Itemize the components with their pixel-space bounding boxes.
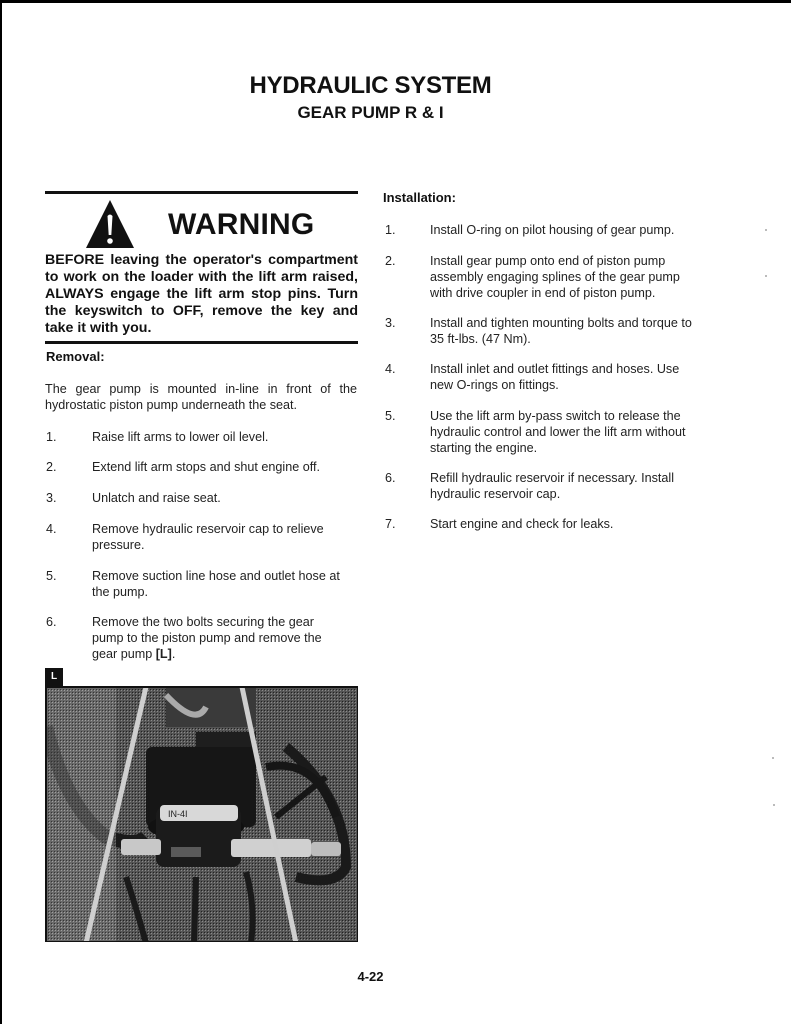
step-number: 4. — [385, 362, 396, 376]
removal-intro: The gear pump is mounted in-line in front of the hydrostatic piston pump underneath the seat. — [45, 382, 357, 412]
step-text-suffix: . — [171, 647, 176, 661]
gear-pump-photo — [45, 686, 358, 942]
warning-header — [45, 194, 358, 252]
step-text: Extend lift arm stops and shut engine off. — [92, 460, 320, 474]
warning-triangle-icon — [85, 199, 135, 249]
warning-rule-bottom — [45, 341, 358, 344]
scan-speck — [765, 229, 767, 231]
page-title: HYDRAULIC SYSTEM — [249, 72, 492, 99]
step-text: Remove hydraulic reservoir cap to relieve pressure. — [92, 522, 324, 552]
warning-text: BEFORE leaving the operator's compartment to work on the loader with the lift arm raised, ALWAYS engage the lift arm stop pins. Turn the keyswitch to OFF, remove the key and take it with you. — [45, 252, 358, 336]
page-border-top — [0, 0, 791, 3]
scan-speck — [765, 275, 767, 277]
step-number: 5. — [385, 409, 396, 423]
step-number: 3. — [46, 491, 57, 505]
step-number: 3. — [385, 316, 396, 330]
step-text: Install gear pump onto end of piston pump assembly engaging splines of the gear pump with drive coupler in end of piston pump. — [430, 254, 680, 300]
step-text: Unlatch and raise seat. — [92, 491, 221, 505]
step-text: Start engine and check for leaks. — [430, 517, 614, 531]
step-number: 2. — [46, 460, 57, 474]
step-number: 7. — [385, 517, 396, 531]
step-number: 1. — [385, 223, 396, 237]
step-text: Raise lift arms to lower oil level. — [92, 430, 269, 444]
step-text — [92, 614, 342, 662]
step-text: Install and tighten mounting bolts and torque to 35 ft-lbs. (47 Nm). — [430, 316, 692, 346]
step-number: 1. — [46, 430, 57, 444]
figure-label: L — [45, 668, 63, 686]
step-text: Remove suction line hose and outlet hose at the pump. — [92, 569, 340, 599]
step-number: 5. — [46, 569, 57, 583]
page-border-left — [0, 0, 2, 1024]
step-text: Refill hydraulic reservoir if necessary. Install hydraulic reservoir cap. — [430, 471, 675, 501]
step-number: 6. — [385, 471, 396, 485]
step-number: 2. — [385, 254, 396, 268]
step-text-body: Remove the two bolts securing the gear pump to the piston pump and remove the gear pump — [92, 615, 322, 661]
step-number: 6. — [46, 615, 57, 629]
pump-tag-text: IN-4I — [168, 809, 188, 819]
removal-heading: Removal: — [46, 349, 105, 364]
figure-reference[interactable]: [L] — [155, 647, 172, 661]
step-text: Install O-ring on pilot housing of gear pump. — [430, 223, 675, 237]
step-text: Use the lift arm by-pass switch to release the hydraulic control and lower the lift arm without starting the engine. — [430, 409, 686, 455]
scan-speck — [772, 757, 774, 759]
scan-speck — [773, 804, 775, 806]
photo-illustration — [46, 687, 358, 942]
page-subtitle: GEAR PUMP R & I — [297, 103, 444, 122]
warning-box — [45, 191, 358, 344]
page-number: 4-22 — [357, 969, 384, 984]
step-text: Install inlet and outlet fittings and hoses. Use new O-rings on fittings. — [430, 362, 680, 392]
step-number: 4. — [46, 522, 57, 536]
warning-heading: WARNING — [168, 208, 315, 241]
installation-heading: Installation: — [383, 190, 456, 205]
